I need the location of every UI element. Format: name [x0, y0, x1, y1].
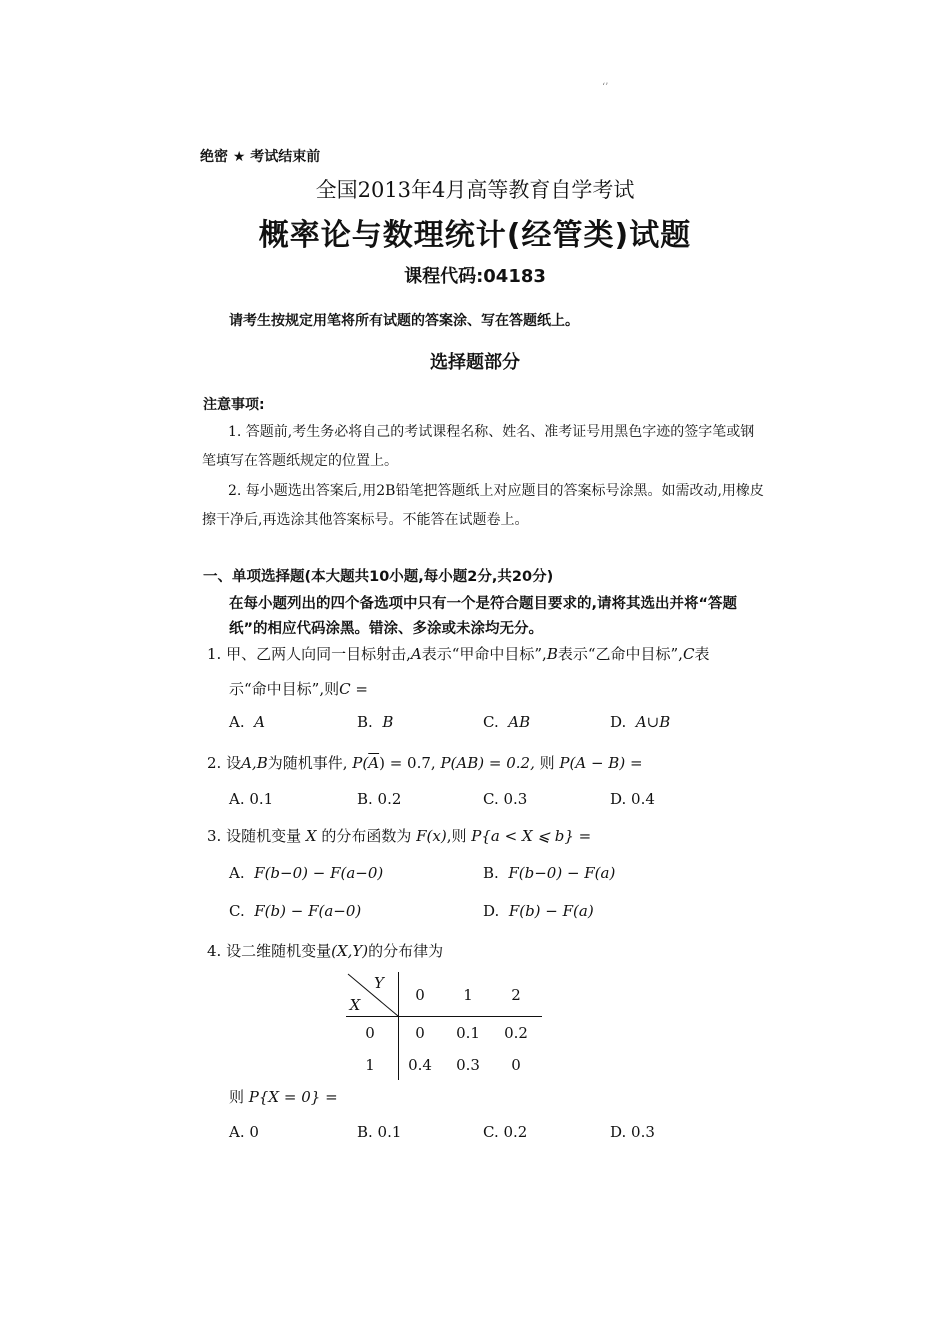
q1-event-b: B: [546, 645, 558, 663]
q4-option-c: C. 0.2: [483, 1123, 528, 1141]
question-4: [207, 940, 443, 961]
q1-text: 1. 甲、乙两人向同一目标射击,: [207, 645, 411, 663]
option-value: A∪B: [635, 713, 671, 731]
option-label: A.: [229, 864, 245, 882]
q2-events: A,B: [241, 754, 268, 772]
q4-option-d: D. 0.3: [610, 1123, 655, 1141]
table-row-header: 0: [365, 1024, 375, 1042]
q2-option-a: A. 0.1: [229, 790, 274, 808]
option-value: F(b−0) − F(a): [508, 864, 616, 882]
part1-heading: 一、单项选择题(本大题共10小题,每小题2分,共20分): [203, 569, 554, 585]
q1-text: 表: [694, 645, 710, 663]
q4-prob: P{X = 0} =: [248, 1088, 338, 1106]
table-col-header: 0: [415, 986, 425, 1004]
q4-option-a: A. 0: [229, 1123, 259, 1141]
table-cell: 0: [511, 1056, 521, 1074]
table-vertical-rule: [398, 972, 399, 1080]
table-row-header: 1: [365, 1056, 375, 1074]
q2-prob-ab: P(AB) = 0.2,: [440, 754, 535, 772]
q1-event-c: C: [339, 680, 351, 698]
q1-text: 表示“乙命中目标”,: [557, 645, 683, 663]
option-label: A.: [229, 713, 245, 731]
q1-text: 表示“甲命中目标”,: [421, 645, 547, 663]
q1-event-a: A: [410, 645, 422, 663]
distribution-table: [346, 972, 546, 1082]
q3-text: 的分布函数为: [321, 827, 412, 845]
option-value: F(b) − F(a−0): [254, 902, 362, 920]
q3-option-b: [483, 864, 615, 882]
q4-option-b: B. 0.1: [357, 1123, 402, 1141]
q1-option-c: [483, 713, 530, 731]
q4-random-vector: (X,Y): [331, 942, 369, 960]
q2-option-c: C. 0.3: [483, 790, 528, 808]
q3-distribution-fn: F(x): [416, 827, 447, 845]
option-label: C.: [229, 902, 245, 920]
exam-instruction: 请考生按规定用笔将所有试题的答案涂、写在答题纸上。: [229, 313, 579, 329]
notice-title: 注意事项:: [203, 397, 265, 413]
notice-item-1: 1. 答题前,考生务必将自己的考试课程名称、姓名、准考证号用黑色字迹的签字笔或钢笔填写在答题纸规定的位置上。: [202, 424, 755, 469]
option-value: F(b−0) − F(a−0): [254, 864, 384, 882]
part1-description-line1: 在每小题列出的四个备选项中只有一个是符合题目要求的,请将其选出并将“答题: [229, 596, 738, 612]
q4-text: 则: [229, 1088, 245, 1106]
q3-option-c: [229, 902, 361, 920]
option-value: AB: [508, 713, 531, 731]
q1-text: =: [350, 680, 368, 698]
table-cell: 0.2: [504, 1024, 528, 1042]
notice-item-2: 2. 每小题选出答案后,用2B铅笔把答题纸上对应题目的答案标号涂黑。如需改动,用橡皮擦干净后,再选涂其他答案标号。不能答在试题卷上。: [202, 483, 764, 528]
q1-option-a: [229, 713, 265, 731]
table-cell: 0.4: [408, 1056, 432, 1074]
option-value: B: [382, 713, 394, 731]
table-col-variable: Y: [374, 974, 384, 992]
q2-text: 为随机事件,: [267, 754, 348, 772]
q2-prob-a-minus-b: P(A − B) =: [559, 754, 643, 772]
q2-complement-a: $\overline{A}$: [368, 754, 380, 772]
q3-variable: X: [305, 827, 317, 845]
q2-prob: P(: [352, 754, 369, 772]
q3-option-a: [229, 864, 383, 882]
q2-prob: ) = 0.7,: [379, 754, 436, 772]
option-value: F(b) − F(a): [508, 902, 594, 920]
table-horizontal-rule: [346, 1016, 542, 1017]
question-2: [207, 752, 643, 773]
q1-option-d: [610, 713, 670, 731]
section-title: 选择题部分: [430, 352, 520, 373]
confidential-mark: 绝密 ★ 考试结束前: [200, 149, 321, 165]
q3-text: 3. 设随机变量: [207, 827, 302, 845]
q4-text: 4. 设二维随机变量: [207, 942, 332, 960]
q2-text: 2. 设: [207, 754, 242, 772]
q2-text: 则: [539, 754, 555, 772]
q1-option-b: [357, 713, 393, 731]
question-1-line1: [207, 643, 709, 664]
table-col-header: 1: [463, 986, 473, 1004]
scan-artifact: ‘’: [602, 82, 609, 93]
table-cell: 0.3: [456, 1056, 480, 1074]
option-label: D.: [610, 713, 627, 731]
q3-prob: P{a < X ⩽ b} =: [471, 827, 592, 845]
q3-text: ,则: [446, 827, 467, 845]
q3-option-d: [483, 902, 594, 920]
q4-text: 的分布律为: [368, 942, 444, 960]
option-value: A: [254, 713, 265, 731]
option-label: B.: [483, 864, 499, 882]
option-label: D.: [483, 902, 500, 920]
q1-event-c: C: [682, 645, 695, 663]
q2-option-b: B. 0.2: [357, 790, 402, 808]
table-cell: 0: [415, 1024, 425, 1042]
course-code: 课程代码:04183: [404, 266, 546, 287]
table-row-variable: X: [349, 996, 361, 1014]
exam-session-line: 全国2013年4月高等教育自学考试: [315, 178, 635, 202]
question-1-line2: [229, 678, 368, 699]
exam-title: 概率论与数理统计(经管类)试题: [258, 218, 692, 253]
table-cell: 0.1: [456, 1024, 480, 1042]
option-label: B.: [357, 713, 373, 731]
option-label: C.: [483, 713, 499, 731]
q1-text: 示“命中目标”,则: [229, 680, 340, 698]
part1-description-line2: 纸”的相应代码涂黑。错涂、多涂或未涂均无分。: [229, 621, 544, 637]
q2-option-d: D. 0.4: [610, 790, 655, 808]
question-4-ask: [229, 1086, 338, 1107]
question-3: [207, 825, 591, 846]
table-col-header: 2: [511, 986, 521, 1004]
